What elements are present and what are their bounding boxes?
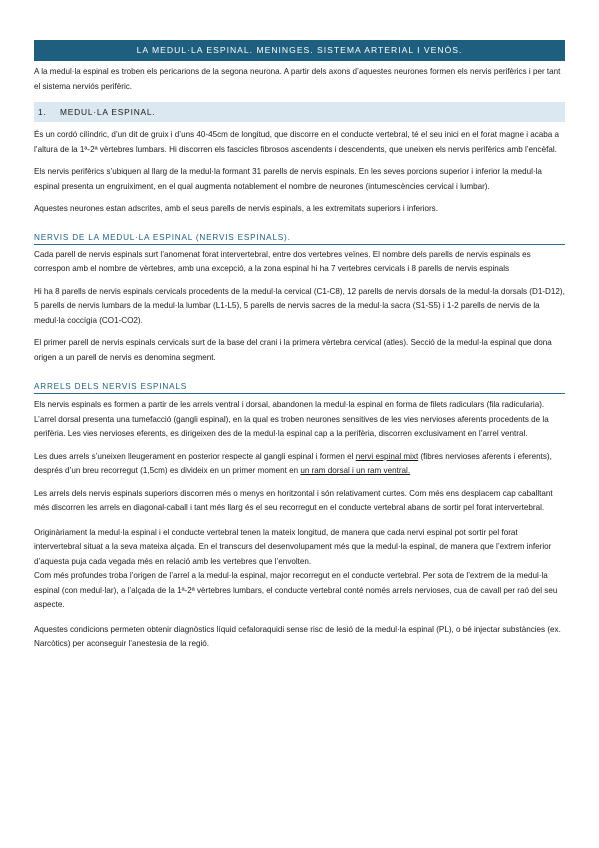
section-title: MEDUL·LA ESPINAL. — [60, 107, 156, 117]
arrels-paragraph: Com més profundes troba l’origen de l’arrel a la medul·la espinal, major recorregut en el conducte vertebral. Per sota de l’extrem de la medul·la espinal (con medul·lar), a l’alçada de la 1ª-2ª vèrtebres lumbars, el conducte vertebral conté només arrels nervioses, cua de cavall per raó del seu aspecte. — [34, 571, 558, 609]
intro-paragraph: A la medul·la espinal es troben els pericarions de la segona neurona. A partir dels axons d’aquestes neurones formen els nervis perifèrics i per tant el sistema nerviós perifèric. — [34, 67, 561, 91]
arrels-paragraph: Originàriament la medul·la espinal i el conducte vertebral tenen la mateix longitud, de manera que cada nervi espinal pot sortir pel forat intervertebral situat a la seva mateixa alçada. En el transcurs del desenvolupament més que la medul·la espinal, de manera que l’extrem inferior d’aquesta puja cada vegada més en relació amb les vertebres que l’envolten. — [34, 527, 552, 566]
section1-paragraph: És un cordó cilíndric, d’un dit de gruix i d’uns 40-45cm de longitud, que discorre en el conducte vertebral, té el seu inici en el forat magne i acaba a l’altura de la 1ª-2ª vèrtebres lumbars. Hi discorren els fascicles fibrosos ascendents i descendents, que uneixen els nervis perifèrics amb l’encèfal. — [34, 130, 560, 154]
subsection-heading-arrels: ARRELS DELS NERVIS ESPINALS — [34, 382, 565, 394]
arrels-paragraph: Les arrels dels nervis espinals superiors discorren més o menys en horitzontal i són relativament curtes. Com més ens desplacem cap caballtant més discorren les arrels en diagonal-caball i tant més llarg és el seu recorregut en el conducte vertebral abans de sortir pel forat intervertebral. — [34, 488, 553, 512]
section1-paragraph: Aquestes neurones estan adscrites, amb el seus parells de nervis espinals, a les extremitats superiors i inferiors. — [34, 204, 438, 213]
section-heading — [34, 102, 565, 122]
section1-paragraph: Els nervis perifèrics s’ubiquen al llarg de la medul·la formant 31 parells de nervis espinals. En les seves porcions superior i inferior la medul·la espinal presenta un engruiximent, en el qual augmenta notablement el nombre de neurones (intumescències cervical i lumbar). — [34, 167, 542, 191]
underlined-term: un ram dorsal i un ram ventral. — [300, 466, 411, 475]
subsection-heading-nervis: NERVIS DE LA MEDUL·LA ESPINAL (NERVIS ESPINALS). — [34, 233, 565, 245]
arrels-paragraph — [34, 450, 565, 479]
nervis-paragraph: El primer parell de nervis espinals cervicals surt de la base del crani i la primera vèrtebra cervical (atles). Secció de la medul·la espinal que dona origen a un parell de nervis es denomina segment. — [34, 338, 552, 362]
arrels-text: Les dues arrels s’uneixen lleugerament en posterior respecte al gangli espinal i formen el — [34, 451, 356, 461]
arrels-paragraph: Aquestes condicions permeten obtenir diagnòstics líquid cefaloraquidi sense risc de lesió de la medul·la espinal (PL), o bé injectar substàncies (ex. Narcòtics) per aconseguir l’anestesia de la regió. — [34, 624, 561, 648]
nervis-paragraph: Cada parell de nervis espinals surt l’anomenat forat intervertebral, entre dos vertebres veïnes. El nombre dels parells de nervis espinals es correspon amb el nombre de vèrtebres, amb una excepció, a la zona espinal hi ha 7 vertebres cervicals i 8 parells de nervis espinals — [34, 249, 531, 273]
arrels-paragraph: Els nervis espinals es formen a partir de les arrels ventral i dorsal, abandonen la medul·la espinal en forma de filets radiculars (fila radicularia). L’arrel dorsal presenta una tumefacció (gangli espinal), en la qual es troben neurones sensitives de les vies nervioses aferents procedents de la perifèria. Les vies nervioses eferents, es dirigeixen des de la medul·la espinal cap a la perifèria, discorren exclusivament en l’arrel ventral. — [34, 400, 549, 438]
section-number: 1. — [38, 107, 47, 117]
nervis-paragraph: Hi ha 8 parells de nervis espinals cervicals procedents de la medul·la cervical (C1-C8), 12 parells de nervis dorsals de la medul·la dorsals (D1-D12), 5 parells de nervis lumbars de la medul·la lumbar (L1-L5), 5 parells de nervis sacres de la medul·la sacra (S1-S5) i 1-2 parells de nervis de la medul·la coccígia (CO1-CO2). — [34, 286, 565, 325]
document-title: LA MEDUL·LA ESPINAL. MENINGES. SISTEMA ARTERIAL I VENÓS. — [34, 40, 565, 61]
underlined-term: nervi espinal mixt — [355, 451, 419, 461]
document-page — [34, 40, 565, 652]
arrels-text: (fibres nervioses aferents i eferents), després d’un breu recorregut (1,5cm) es divideix en un primer moment en — [34, 451, 552, 475]
